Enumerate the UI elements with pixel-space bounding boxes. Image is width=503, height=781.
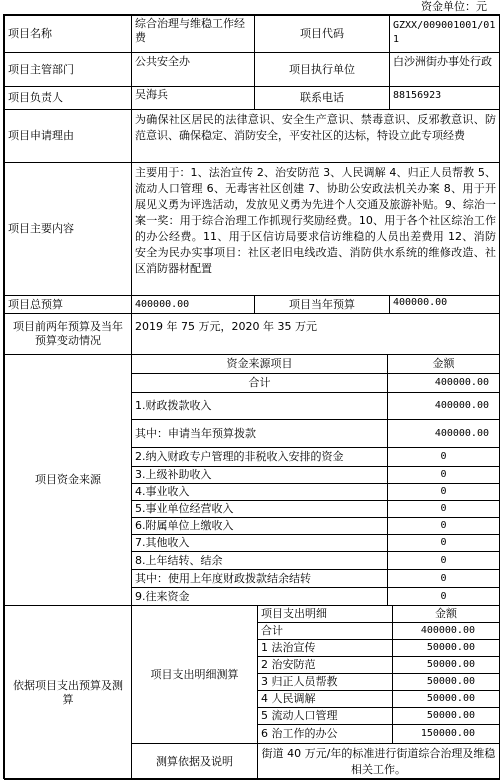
expense-row-amount: 50000.00 xyxy=(392,707,500,725)
funding-row-item: 其中：申请当年预算拨款 xyxy=(131,419,388,448)
reason-text: 为确保社区居民的法律意识、安全生产意识、禁毒意识、反邪教意识、防范意识、确保稳定、消防安全，平安社区的达标，特设立此专项经费 xyxy=(131,109,500,163)
expense-detail-label: 项目支出明细测算 xyxy=(131,605,258,744)
exec-unit-value: 白沙洲街办事处行政 xyxy=(389,52,500,87)
funding-row-item: 6.附属单位上缴收入 xyxy=(131,517,388,535)
funding-header-amount: 金额 xyxy=(387,354,500,374)
funding-row-amount: 0 xyxy=(387,483,500,501)
expense-row-amount: 50000.00 xyxy=(392,690,500,708)
expense-row-item: 4 人民调解 xyxy=(257,690,393,708)
budget-change-value: 2019 年 75 万元，2020 年 35 万元 xyxy=(131,313,500,355)
exec-unit-label: 项目执行单位 xyxy=(254,52,390,87)
expense-table xyxy=(257,605,500,744)
unit-label: 资金单位：元 xyxy=(421,0,487,13)
funding-row-item: 3.上级补助收入 xyxy=(131,466,388,484)
total-budget-label: 项目总预算 xyxy=(4,295,132,314)
project-name-label: 项目名称 xyxy=(4,15,132,53)
funding-row-amount: 0 xyxy=(387,551,500,570)
funding-row-item: 8.上年结转、结余 xyxy=(131,551,388,570)
budget-change-label: 项目前两年预算及当年预算变动情况 xyxy=(4,313,132,355)
person-label: 项目负责人 xyxy=(4,86,132,110)
funding-row-item: 9.往来资金 xyxy=(131,587,388,606)
calc-basis-text: 街道 40 万元/年的标准进行街道综合治理及维稳相关工作。 xyxy=(257,743,500,780)
expense-header-item: 项目支出明细 xyxy=(257,605,393,623)
funding-row-item: 4.事业收入 xyxy=(131,483,388,501)
funding-table xyxy=(131,354,500,606)
funding-row-amount: 0 xyxy=(387,517,500,535)
expense-row-item: 3 归正人员帮教 xyxy=(257,673,393,691)
expense-row-amount: 50000.00 xyxy=(392,656,500,674)
dept-label: 项目主管部门 xyxy=(4,52,132,87)
year-budget-label: 项目当年预算 xyxy=(254,295,390,314)
funding-row-item: 其中：使用上年度财政拨款结余结转 xyxy=(131,569,388,588)
funding-row-amount: 0 xyxy=(387,466,500,484)
phone-value: 88156923 xyxy=(389,86,500,110)
funding-source-label: 项目资金来源 xyxy=(4,354,132,606)
funding-row-amount: 0 xyxy=(387,534,500,552)
expense-total-label: 合计 xyxy=(257,622,393,640)
expense-row-amount: 50000.00 xyxy=(392,639,500,657)
funding-header-item: 资金来源项目 xyxy=(131,354,388,374)
expense-basis-label: 依据项目支出预算及测算 xyxy=(4,605,132,780)
funding-row-amount: 0 xyxy=(387,500,500,518)
project-code-label: 项目代码 xyxy=(254,15,390,53)
funding-row-item: 7.其他收入 xyxy=(131,534,388,552)
expense-row-item: 2 治安防范 xyxy=(257,656,393,674)
funding-total-label: 合计 xyxy=(131,373,388,393)
calc-basis-label: 测算依据及说明 xyxy=(131,743,258,780)
total-budget-value: 400000.00 xyxy=(131,295,255,314)
project-budget-form xyxy=(3,14,500,779)
funding-total-amount: 400000.00 xyxy=(387,373,500,393)
funding-row-amount: 0 xyxy=(387,569,500,588)
expense-row-item: 6 治工作的办公 xyxy=(257,724,393,744)
content-text: 主要用于：1、法治宣传 2、治安防范 3、人民调解 4、归正人员帮教 5、流动人口管理 6、无毒害社区创建 7、协助公安政法机关办案 8、用于开展见义勇为评选活动，发放见义勇为先进个人交通及旅游补贴。9、综治一案一奖：用于综合治理工作抓现行奖励经费。10、用于各个社区综治工作的办公经费。11、用于区信访局要求信访维稳的人员出差费用 12、消防安全为民办实事项目：社区老旧电线改造、消防供水系统的维修改造、社区消防器材配置 xyxy=(131,162,500,296)
expense-row-item: 5 流动人口管理 xyxy=(257,707,393,725)
expense-row-amount: 150000.00 xyxy=(392,724,500,744)
expense-row-amount: 50000.00 xyxy=(392,673,500,691)
project-code-value: GZXX/009001001/011 xyxy=(389,15,500,53)
funding-row-item: 1.财政拨款收入 xyxy=(131,392,388,420)
person-value: 吴海兵 xyxy=(131,86,255,110)
content-label: 项目主要内容 xyxy=(4,162,132,296)
reason-label: 项目申请理由 xyxy=(4,109,132,163)
expense-total-amount: 400000.00 xyxy=(392,622,500,640)
funding-row-amount: 400000.00 xyxy=(387,392,500,420)
project-name-value: 综合治理与维稳工作经费 xyxy=(131,15,255,53)
expense-header-amount: 金额 xyxy=(392,605,500,623)
expense-row-item: 1 法治宣传 xyxy=(257,639,393,657)
funding-row-item: 2.纳入财政专户管理的非税收入安排的资金 xyxy=(131,447,388,467)
funding-row-amount: 400000.00 xyxy=(387,419,500,448)
funding-row-item: 5.事业单位经营收入 xyxy=(131,500,388,518)
dept-value: 公共安全办 xyxy=(131,52,255,87)
year-budget-value: 400000.00 xyxy=(389,295,500,314)
phone-label: 联系电话 xyxy=(254,86,390,110)
funding-row-amount: 0 xyxy=(387,587,500,606)
funding-row-amount: 0 xyxy=(387,447,500,467)
